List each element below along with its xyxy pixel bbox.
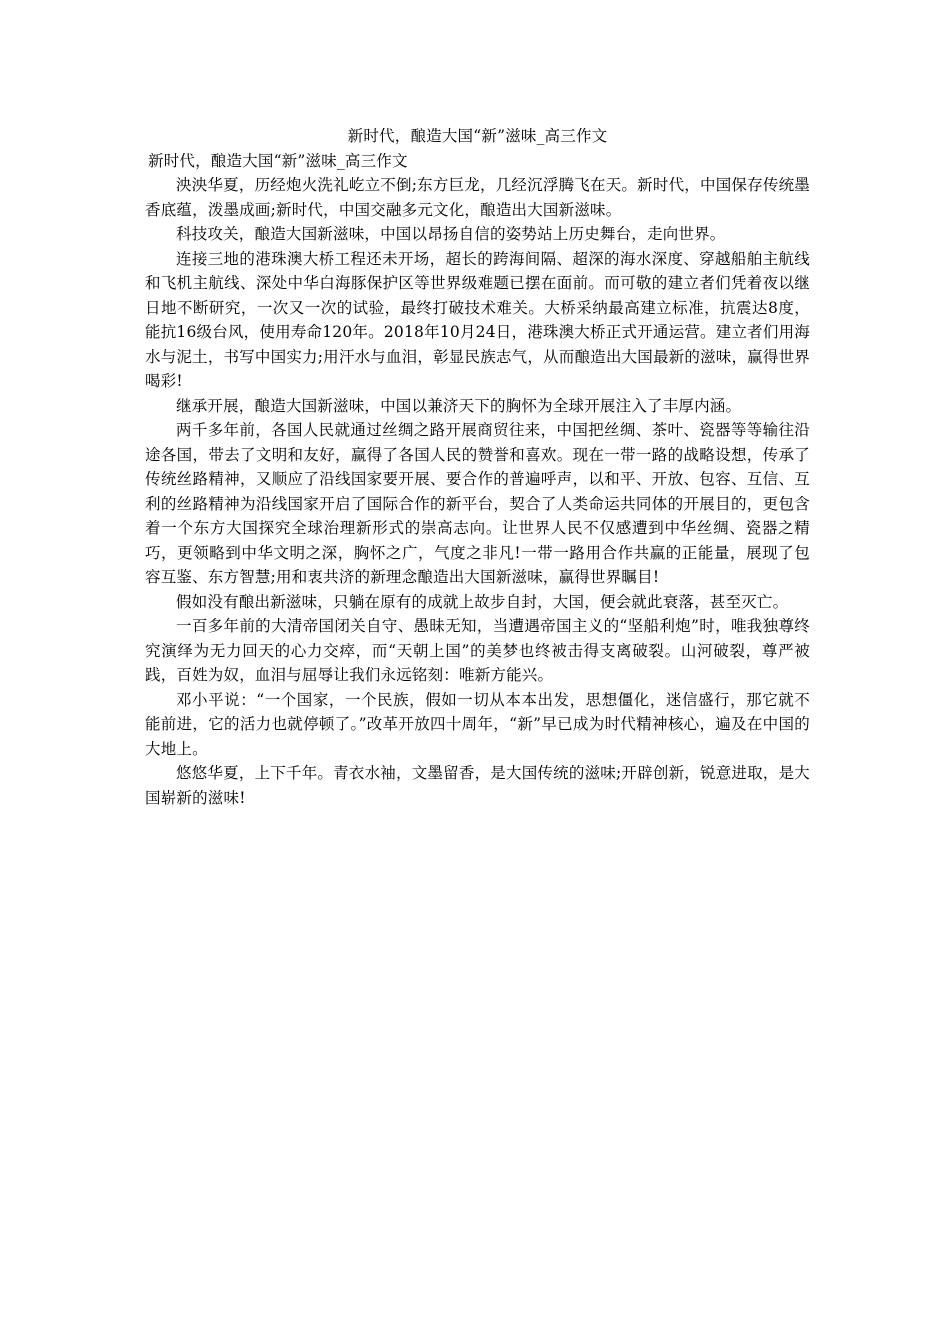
paragraph: 两千多年前，各国人民就通过丝绸之路开展商贸往来，中国把丝绸、茶叶、瓷器等等输往沿途各国，带去了文明和友好，赢得了各国人民的赞誉和喜欢。现在一带一路的战略设想，传承了传统丝路精神，又顺应了沿线国家要开展、要合作的普遍呼声，以和平、开放、包容、互信、互利的丝路精神为沿线国家开启了国际合作的新平台，契合了人类命运共同体的开展目的，更包含着一个东方大国探究全球治理新形式的崇高志向。让世界人民不仅感遭到中华丝绸、瓷器之精巧，更领略到中华文明之深，胸怀之广，气度之非凡!一带一路用合作共赢的正能量，展现了包容互鉴、东方智慧;用和衷共济的新理念酿造出大国新滋味，赢得世界瞩目! [145, 421, 810, 586]
paragraph: 邓小平说：“一个国家，一个民族，假如一切从本本出发，思想僵化，迷信盛行，那它就不能前进，它的活力也就停顿了。”改革开放四十周年，“新”早已成为时代精神核心，遍及在中国的大地上。 [145, 690, 810, 758]
document-page [145, 124, 810, 810]
paragraph: 悠悠华夏，上下千年。青衣水袖，文墨留香，是大国传统的滋味;开辟创新，锐意进取，是大国崭新的滋味! [145, 764, 810, 807]
paragraph: 泱泱华夏，历经炮火洗礼屹立不倒;东方巨龙，几经沉浮腾飞在天。新时代，中国保存传统墨香底蕴，泼墨成画;新时代，中国交融多元文化，酿造出大国新滋味。 [145, 176, 810, 219]
paragraph: 科技攻关，酿造大国新滋味，中国以昂扬自信的姿势站上历史舞台，走向世界。 [176, 225, 726, 243]
paragraph: 继承开展，酿造大国新滋味，中国以兼济天下的胸怀为全球开展注入了丰厚内涵。 [176, 396, 742, 415]
paragraph: 假如没有酿出新滋味，只躺在原有的成就上故步自封，大国，便会就此衰落，甚至灭亡。 [176, 592, 789, 611]
document-subtitle: 新时代，酿造大国“新”滋味_高三作文 [148, 151, 408, 170]
paragraph: 连接三地的港珠澳大桥工程还未开场，超长的跨海间隔、超深的海水深度、穿越船舶主航线和飞机主航线、深处中华白海豚保护区等世界级难题已摆在面前。而可敬的建立者们凭着夜以继日地不断研究，一次又一次的试验，最终打破技术难关。大桥采纳最高建立标准，抗震达8度，能抗16级台风，使用寿命120年。2018年10月24日，港珠澳大桥正式开通运营。建立者们用海水与泥土，书写中国实力;用汗水与血泪，彰显民族志气，从而酿造出大国最新的滋味，赢得世界喝彩! [145, 249, 810, 390]
paragraph: 一百多年前的大清帝国闭关自守、愚昧无知，当遭遇帝国主义的“坚船利炮”时，唯我独尊终究演绎为无力回天的心力交瘁，而“天朝上国”的美梦也终被击得支离破裂。山河破裂，尊严被践，百姓为奴，血泪与屈辱让我们永远铭刻：唯新方能兴。 [145, 617, 810, 684]
document-title: 新时代，酿造大国“新”滋味_高三作文 [347, 127, 608, 145]
